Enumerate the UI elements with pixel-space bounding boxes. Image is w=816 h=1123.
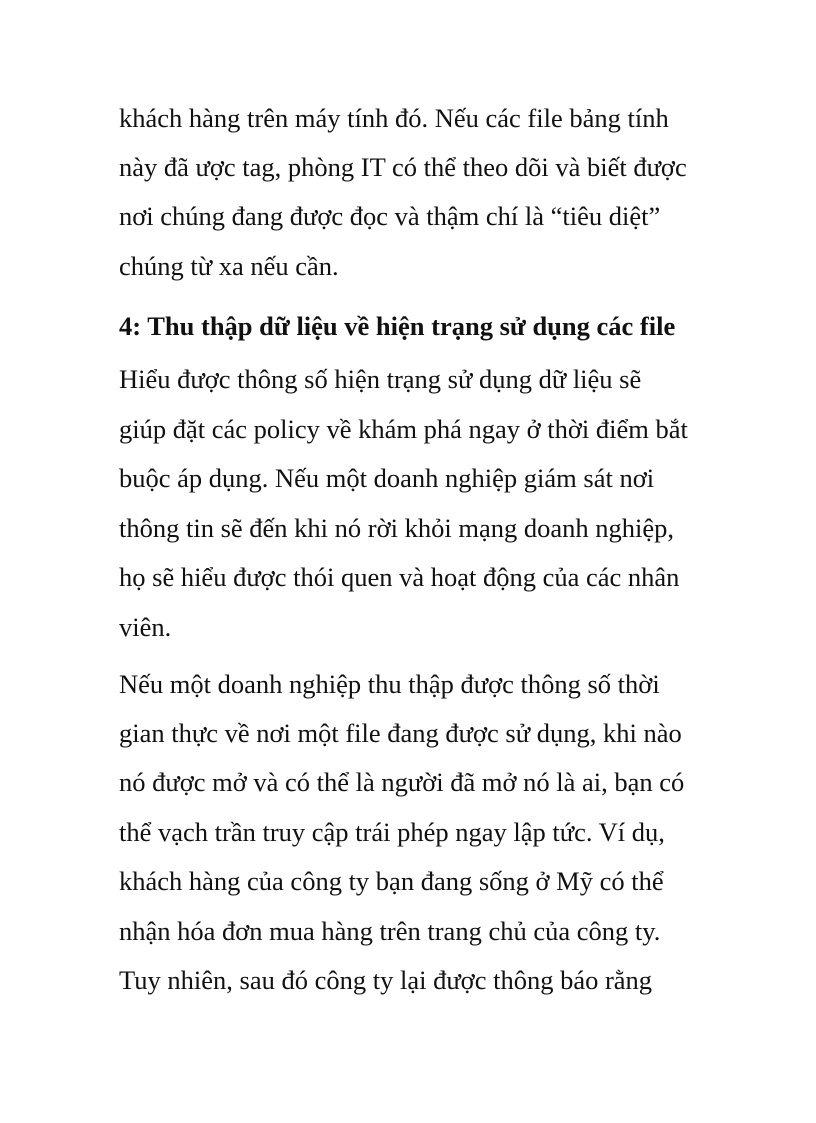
section-heading: 4: Thu thập dữ liệu về hiện trạng sử dụng các file [119,311,676,341]
paragraph-1-line-2: này đã ược tag, phòng IT có thể theo dõi và biết được [119,152,687,182]
paragraph-1-line-3: nơi chúng đang được đọc và thậm chí là “tiêu diệt” [119,201,661,231]
paragraph-1-line-4: chúng từ xa nếu cần. [119,251,339,281]
paragraph-3-line-7: Tuy nhiên, sau đó công ty lại được thông báo rằng [119,965,653,995]
paragraph-2-line-1: Hiểu được thông số hiện trạng sử dụng dữ liệu sẽ [119,364,642,394]
paragraph-2-line-3: buộc áp dụng. Nếu một doanh nghiệp giám sát nơi [119,463,655,493]
paragraph-1-line-1: khách hàng trên máy tính đó. Nếu các file bảng tính [119,103,669,133]
paragraph-2-line-5: họ sẽ hiểu được thói quen và hoạt động của các nhân [119,562,680,592]
paragraph-3-line-6: nhận hóa đơn mua hàng trên trang chủ của công ty. [119,916,661,946]
paragraph-3-line-1: Nếu một doanh nghiệp thu thập được thông số thời [119,669,660,699]
paragraph-2-line-2: giúp đặt các policy về khám phá ngay ở thời điểm bắt [119,414,688,444]
paragraph-3-line-5: khách hàng của công ty bạn đang sống ở Mỹ có thể [119,866,664,896]
paragraph-2-line-4: thông tin sẽ đến khi nó rời khỏi mạng doanh nghiệp, [119,513,674,543]
paragraph-3-line-2: gian thực về nơi một file đang được sử dụng, khi nào [119,718,682,748]
paragraph-3-line-3: nó được mở và có thể là người đã mở nó là ai, bạn có [119,767,685,797]
paragraph-3-line-4: thể vạch trần truy cập trái phép ngay lập tức. Ví dụ, [119,817,665,847]
paragraph-2-line-6: viên. [119,612,172,642]
